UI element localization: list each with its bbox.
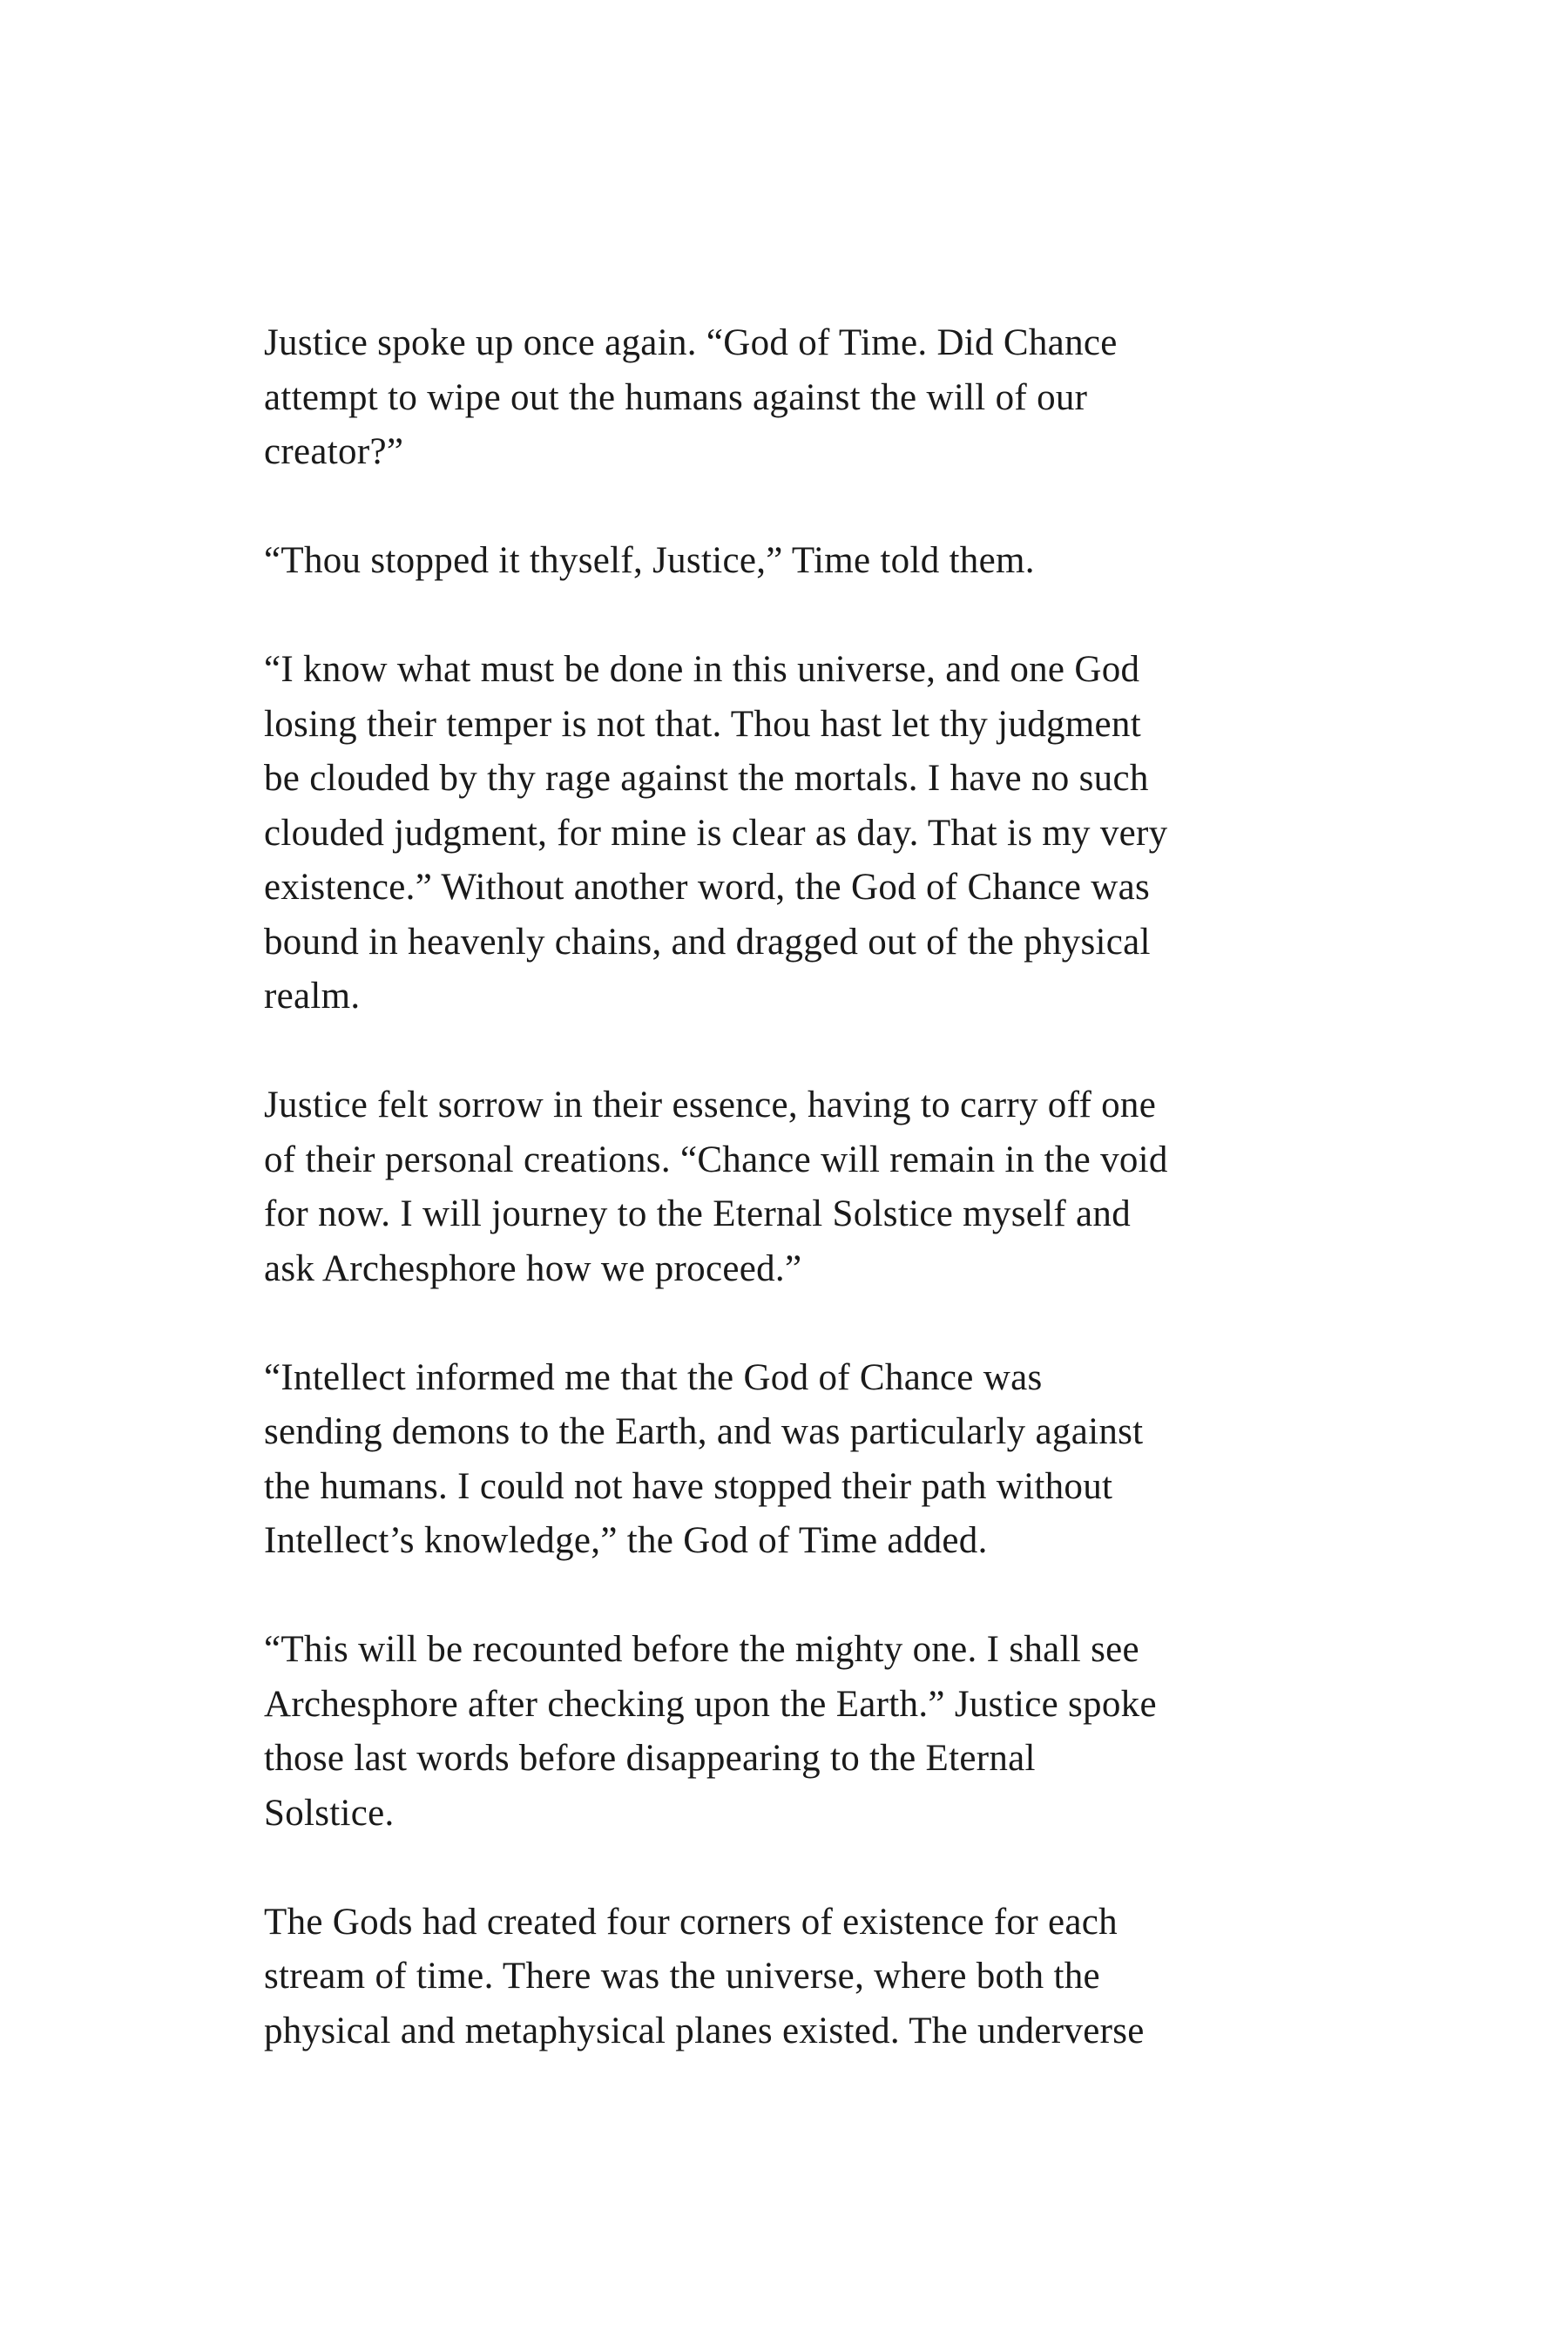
text-line: ask Archesphore how we proceed.” [264,1247,802,1289]
text-line: stream of time. There was the universe, where both the [264,1956,1100,1997]
text-line: sending demons to the Earth, and was particularly against [264,1411,1144,1452]
paragraph [264,316,1396,480]
paragraph [264,534,1396,589]
text-line: “I know what must be done in this universe, and one God [264,649,1140,690]
text-line: Solstice. [264,1792,395,1834]
text-line: realm. [264,976,361,1017]
text-line: clouded judgment, for mine is clear as day. That is my very [264,812,1168,854]
text-line: “Thou stopped it thyself, Justice,” Time told them. [264,540,1035,581]
page-body [264,316,1396,2113]
text-line: existence.” Without another word, the God of Chance was [264,867,1151,908]
text-line: of their personal creations. “Chance will remain in the void [264,1139,1168,1180]
text-line: attempt to wipe out the humans against the will of our [264,376,1088,418]
text-line: bound in heavenly chains, and dragged out of the physical [264,921,1151,963]
text-line: be clouded by thy rage against the mortals. I have no such [264,758,1149,799]
text-line: losing their temper is not that. Thou hast let thy judgment [264,703,1141,745]
text-line: The Gods had created four corners of existence for each [264,1901,1118,1943]
text-line: Justice felt sorrow in their essence, having to carry off one [264,1085,1157,1125]
paragraph [264,1078,1396,1296]
text-line: physical and metaphysical planes existed. The underverse [264,2010,1145,2051]
text-line: those last words before disappearing to the Eternal [264,1738,1036,1779]
text-line: “This will be recounted before the mighty one. I shall see [264,1629,1139,1670]
text-line: the humans. I could not have stopped their path without [264,1465,1113,1507]
paragraph [264,643,1396,1024]
text-line: “Intellect informed me that the God of Chance was [264,1356,1043,1398]
paragraph [264,1896,1396,2059]
text-line: Intellect’s knowledge,” the God of Time added. [264,1520,988,1561]
paragraph [264,1351,1396,1569]
text-line: creator?” [264,431,404,472]
paragraph [264,1623,1396,1841]
text-line: for now. I will journey to the Eternal Solstice myself and [264,1193,1132,1234]
text-line: Archesphore after checking upon the Earth.” Justice spoke [264,1683,1157,1725]
text-line: Justice spoke up once again. “God of Time. Did Chance [264,322,1118,363]
